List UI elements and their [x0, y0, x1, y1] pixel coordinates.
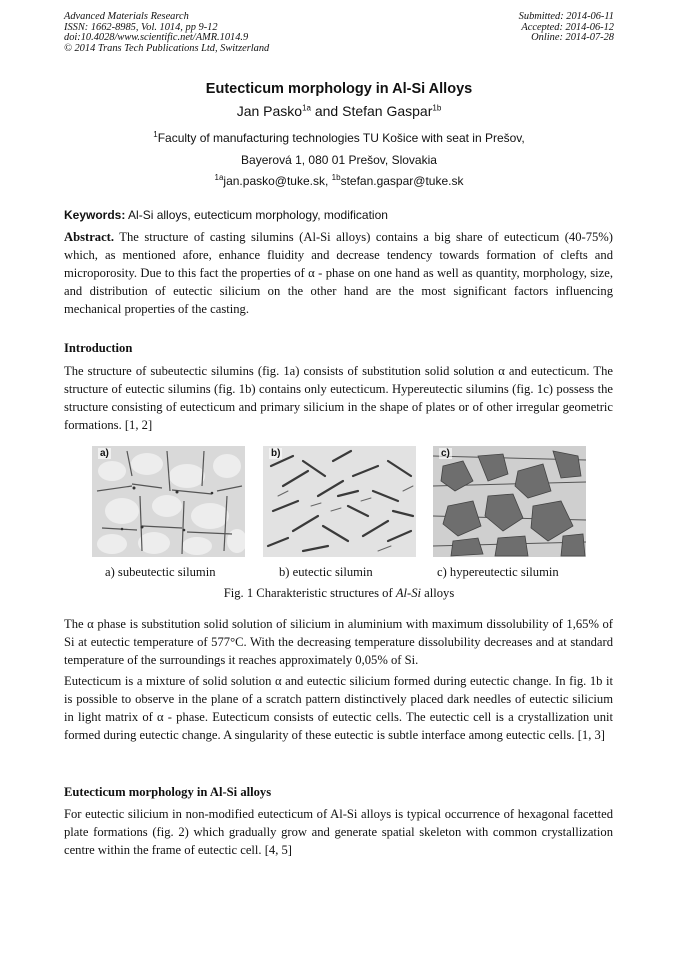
- section-2-paragraph: For eutectic silicium in non-modified eutecticum of Al-Si alloys is typical occurrence of hexagonal facetted plate formations (fig. 2) which gradually grow and generate spatial skeleton with common crystallization centre within the frame of eutectic cell. [4, 5]: [64, 807, 613, 857]
- authors-and: and: [310, 103, 343, 119]
- affiliation-sup: 1: [153, 130, 158, 139]
- figure-1b-image: [263, 446, 416, 557]
- email-1[interactable]: jan.pasko@tuke.sk,: [223, 174, 332, 188]
- figure-1b-label: b): [271, 448, 281, 459]
- abstract: [64, 229, 613, 319]
- subfigure-caption-c: c) hypereutectic silumin: [437, 565, 559, 579]
- email-2-sup: 1b: [331, 173, 341, 182]
- figure-1-caption: [0, 586, 678, 601]
- keywords: [64, 208, 388, 222]
- accepted-date: Accepted: 2014-06-12: [521, 21, 614, 33]
- subfigure-caption-a: a) subeutectic silumin: [105, 565, 216, 579]
- abstract-text: The structure of casting silumins (Al-Si alloys) contains a big share of eutecticum (40-75%) which, as mentioned afore, enhance fluidity and decrease tendency towards formation of clefts and microporosity. Due to this fact the properties of α - phase on one hand as well as quantity, morphology, size, and distribution of eutectic silicium on the other hand are the most significant factors influencing mechanical properties of the casting.: [64, 230, 613, 316]
- author-1-sup: 1a: [302, 103, 311, 113]
- micrograph-subeutectic: [92, 446, 245, 557]
- subfigure-caption-b: b) eutectic silumin: [279, 565, 373, 579]
- author-1: Jan Pasko: [236, 103, 303, 119]
- intro-paragraph: The structure of subeutectic silumins (fig. 1a) consists of substitution solid solution α and eutecticum. The structure of eutectic silumins (fig. 1b) contains only eutecticum. Hypereutectic silumins (fig. 1c) possess the structure consisting of eutecticum and primary silicium in the shape of plates or of other irregular geometric formations. [1, 2]: [64, 364, 613, 432]
- author-2: Stefan Gaspar: [342, 103, 433, 119]
- keywords-label: Keywords:: [64, 208, 126, 222]
- section-2-heading: Eutecticum morphology in Al-Si alloys: [64, 785, 272, 799]
- body-paragraph-2: Eutecticum is a mixture of solid solution α and eutectic silicium formed during eutectic change. In fig. 1b it is possible to observe in the plane of a scratch pattern distinctively placed dark needles of eutectic silicium in light matrix of α - phase. Eutecticum consists of eutectic cells. The eutectic cell is a crystallization unit formed during eutectic change. A singularity of these eutectic is subtle interface among eutectic cells. [1, 3]: [64, 674, 613, 742]
- submitted-date: Submitted: 2014-06-11: [518, 11, 614, 22]
- micrograph-eutectic: [263, 446, 416, 557]
- journal-copyright: © 2014 Trans Tech Publications Ltd, Switzerland: [64, 42, 270, 54]
- figure-caption-italic: Al-Si: [395, 586, 422, 600]
- journal-header-right: [519, 12, 614, 44]
- figure-1a-image: [92, 446, 245, 557]
- affiliation-text-1: Faculty of manufacturing technologies TU Košice with seat in Prešov,: [157, 131, 525, 145]
- affiliation-line-2: Bayerová 1, 080 01 Prešov, Slovakia: [241, 153, 437, 167]
- email-1-sup: 1a: [214, 173, 224, 182]
- paper-title: Eutecticum morphology in Al-Si Alloys: [205, 81, 473, 97]
- figure-1a-label: a): [100, 448, 109, 459]
- affiliation-emails: [0, 174, 678, 188]
- body-paragraph-1: The α phase is substitution solid solution of silicium in aluminium with maximum dissolubility of 1,65% of Si at eutectic temperature of 577°C. With the decreasing temperature dissolubility decreases and at standard temperature of the surroundings it reaches approximately 0,05% of Si.: [64, 617, 613, 667]
- journal-header-left: [64, 12, 269, 54]
- figure-caption-post: alloys: [421, 586, 455, 600]
- online-date: Online: 2014-07-28: [531, 32, 614, 44]
- journal-doi[interactable]: doi:10.4028/www.scientific.net/AMR.1014.9: [64, 32, 249, 44]
- author-2-sup: 1b: [432, 103, 442, 113]
- abstract-label: Abstract.: [64, 230, 115, 244]
- journal-issn: ISSN: 1662-8985, Vol. 1014, pp 9-12: [64, 21, 218, 33]
- figure-caption-pre: Fig. 1 Charakteristic structures of: [223, 586, 396, 600]
- intro-heading: Introduction: [64, 341, 133, 355]
- email-2[interactable]: stefan.gaspar@tuke.sk: [340, 174, 464, 188]
- journal-name: Advanced Materials Research: [64, 11, 189, 22]
- authors: [0, 103, 678, 119]
- affiliation-line-1: [0, 131, 678, 145]
- micrograph-hypereutectic: [433, 446, 586, 557]
- keywords-text: Al-Si alloys, eutecticum morphology, modification: [125, 208, 388, 222]
- figure-1c-label: c): [441, 448, 450, 459]
- figure-1c-image: [433, 446, 586, 557]
